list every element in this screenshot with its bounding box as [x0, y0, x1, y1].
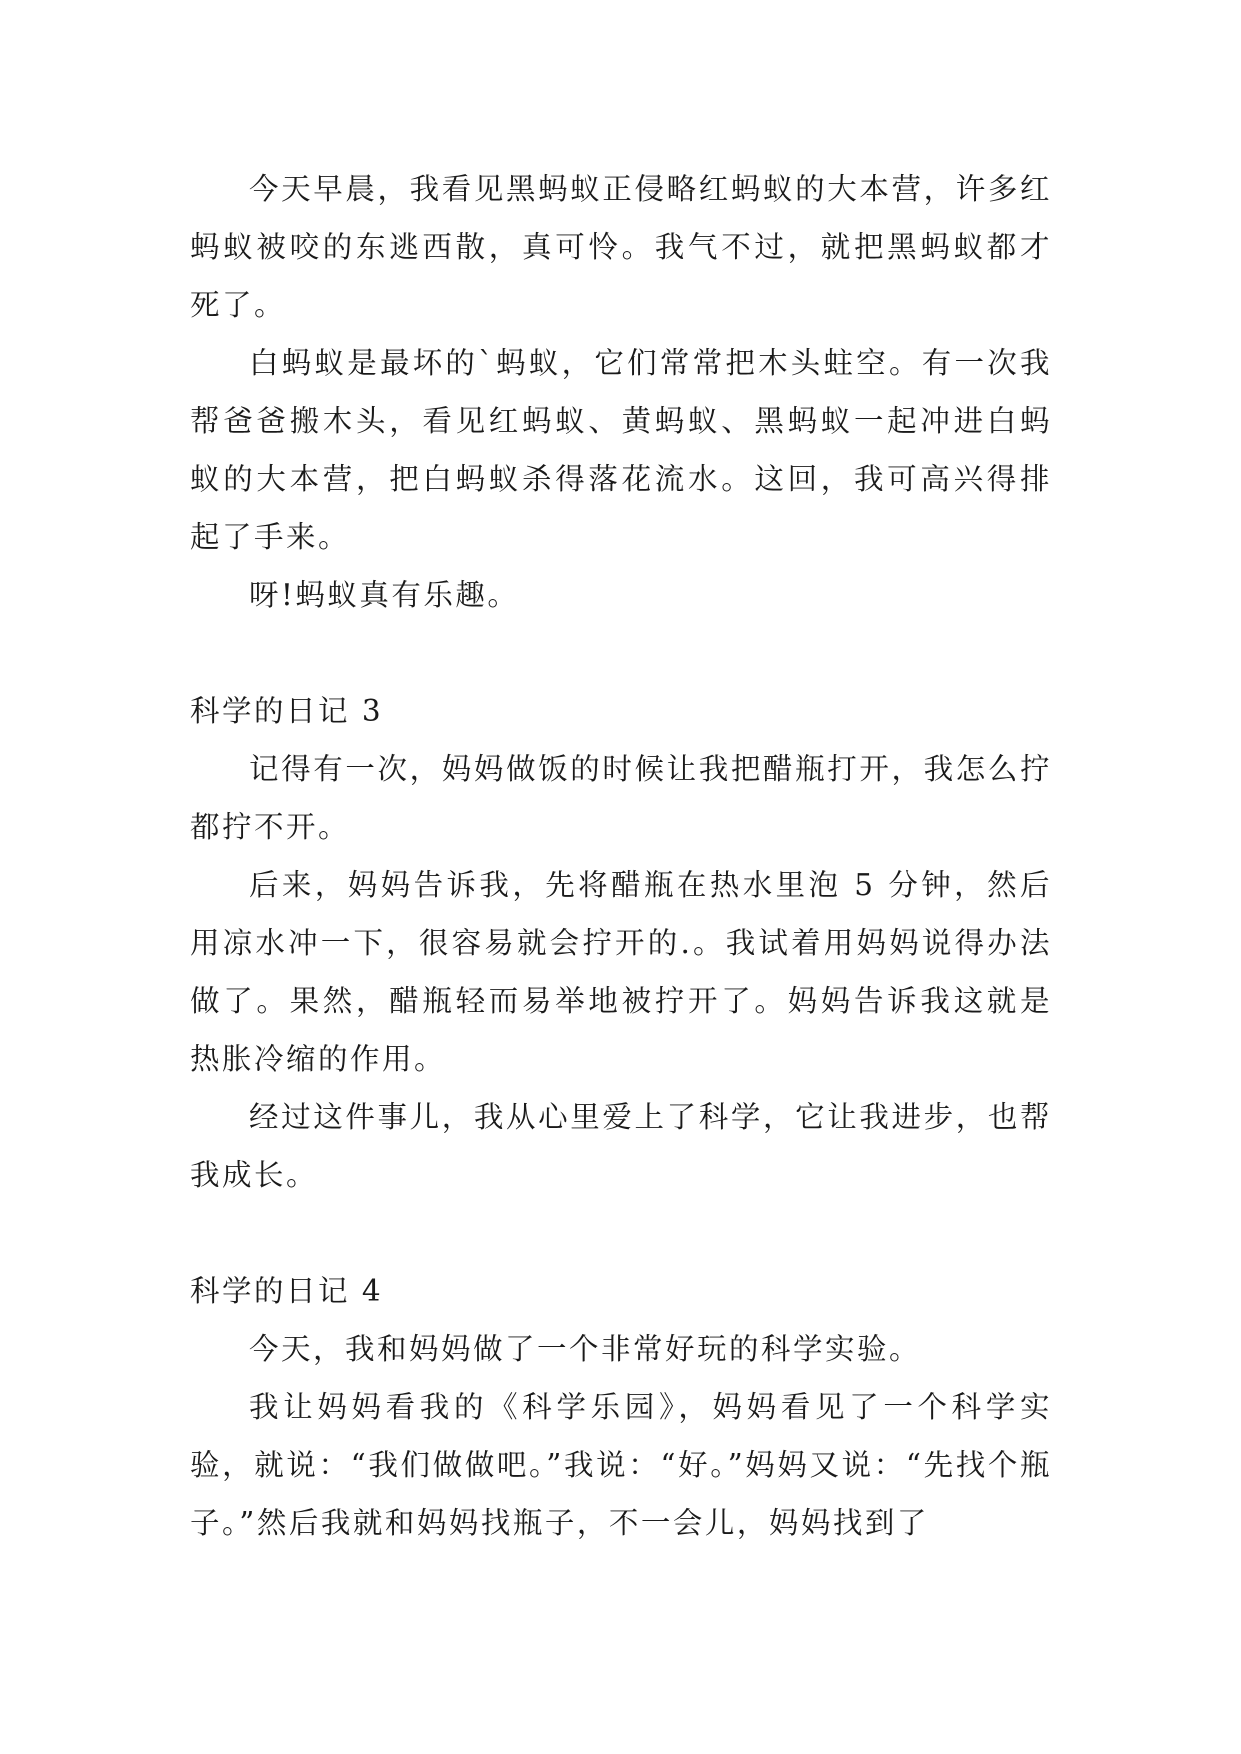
paragraph: 我让妈妈看我的《科学乐园》，妈妈看见了一个科学实验，就说：“我们做做吧。”我说：“好。”妈妈又说：“先找个瓶子。”然后我就和妈妈找瓶子，不一会儿，妈妈找到了	[190, 1390, 1052, 1540]
document-body	[190, 160, 1052, 1552]
section-heading: 科学的日记 4	[190, 1274, 384, 1308]
section-heading: 科学的日记 3	[190, 694, 384, 728]
section-spacer	[190, 624, 1052, 682]
paragraph: 今天早晨，我看见黑蚂蚁正侵略红蚂蚁的大本营，许多红蚂蚁被咬的东逃西散，真可怜。我气不过，就把黑蚂蚁都才死了。	[190, 172, 1052, 322]
paragraph: 今天，我和妈妈做了一个非常好玩的科学实验。	[249, 1332, 922, 1366]
section-spacer	[190, 1204, 1052, 1262]
paragraph: 后来，妈妈告诉我，先将醋瓶在热水里泡 5 分钟，然后用凉水冲一下，很容易就会拧开的.。我试着用妈妈说得办法做了。果然，醋瓶轻而易举地被拧开了。妈妈告诉我这就是热胀冷缩的作用。	[190, 868, 1052, 1076]
paragraph: 经过这件事儿，我从心里爱上了科学，它让我进步，也帮我成长。	[190, 1100, 1052, 1192]
paragraph: 白蚂蚁是最坏的`蚂蚁，它们常常把木头蛀空。有一次我帮爸爸搬木头，看见红蚂蚁、黄蚂蚁、黑蚂蚁一起冲进白蚂蚁的大本营，把白蚂蚁杀得落花流水。这回，我可高兴得排起了手来。	[190, 346, 1052, 554]
paragraph: 记得有一次，妈妈做饭的时候让我把醋瓶打开，我怎么拧都拧不开。	[190, 752, 1052, 844]
paragraph: 呀!蚂蚁真有乐趣。	[249, 578, 520, 612]
